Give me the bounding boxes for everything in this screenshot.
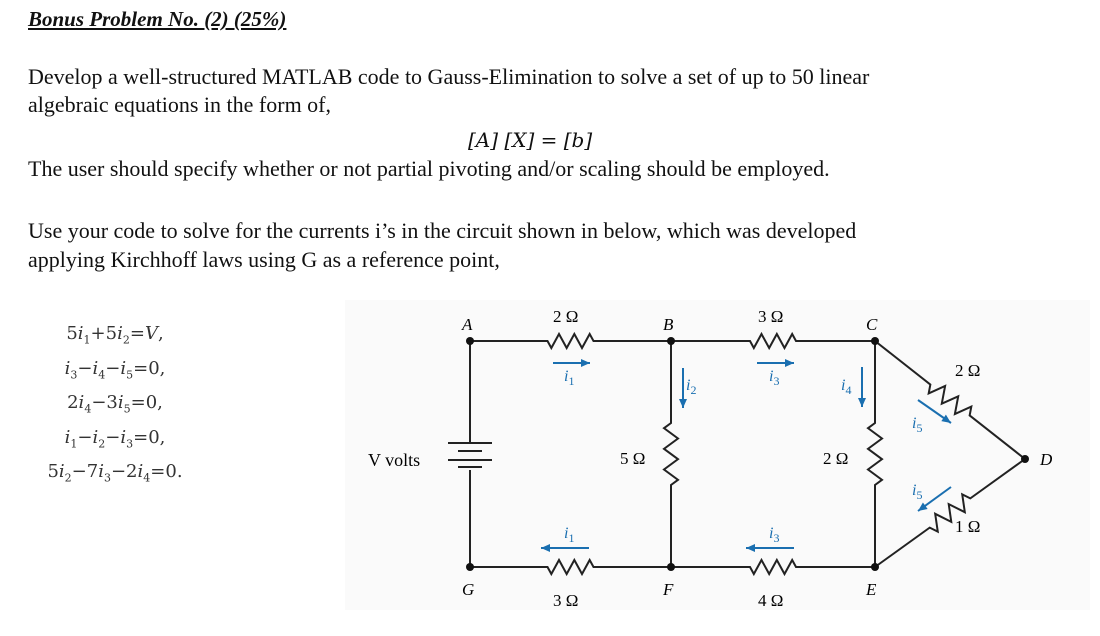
- paragraph-line: The user should specify whether or not partial pivoting and/or scaling should be employed.: [28, 156, 830, 181]
- resistor-label-ab: 2 Ω: [553, 307, 579, 326]
- current-label-i1: $i_1$: [564, 368, 575, 388]
- resistor-label-gf: 3 Ω: [553, 591, 579, 610]
- node-label-g: G: [462, 580, 475, 599]
- node-label-c: C: [866, 315, 878, 334]
- node-label-f: F: [663, 580, 674, 599]
- resistor-label-ce: 2 Ω: [823, 449, 849, 468]
- paragraph-line: Use your code to solve for the currents i’s in the circuit shown in below, which was developed: [28, 218, 857, 243]
- current-label-i1-lower: $i_1$: [564, 525, 575, 545]
- node-dot: [667, 563, 675, 571]
- node-dot: [667, 337, 675, 345]
- resistor-label-de: 1 Ω: [955, 517, 981, 536]
- resistor-label-fe: 4 Ω: [758, 591, 784, 610]
- voltage-source-label: V volts: [368, 450, 421, 470]
- node-dot: [1021, 455, 1029, 463]
- node-label-a: A: [462, 315, 473, 334]
- resistor-label-cd: 2 Ω: [955, 361, 981, 380]
- paragraph-line: Develop a well-structured MATLAB code to Gauss-Elimination to solve a set of up to 50 linear: [28, 64, 870, 89]
- current-label-i3: $i_3$: [769, 368, 780, 388]
- node-dot: [871, 337, 879, 345]
- node-label-e: E: [866, 580, 877, 599]
- node-label-d: D: [1040, 450, 1053, 469]
- circuit-background: [345, 300, 1090, 610]
- paragraph-line: algebraic equations in the form of,: [28, 92, 332, 117]
- equation-text: $i_1-i_2-i_3=0$,: [64, 426, 166, 451]
- node-dot: [466, 337, 474, 345]
- paragraph-line: applying Kirchhoff laws using G as a reference point,: [28, 247, 500, 272]
- resistor-label-bc: 3 Ω: [758, 307, 784, 326]
- current-label-i4: $i_4$: [841, 377, 852, 397]
- current-label-i5-lower: $i_5$: [912, 482, 923, 502]
- node-dot: [871, 563, 879, 571]
- equation-text: $5i_1+5i_2=V$,: [66, 323, 164, 347]
- equation-text: $2i_4-3i_5=0$,: [67, 392, 163, 416]
- current-label-i3-lower: $i_3$: [769, 525, 780, 545]
- equation-text: $i_3-i_4-i_5=0$,: [64, 357, 166, 382]
- resistor-label-bf: 5 Ω: [620, 449, 646, 468]
- node-dot: [466, 563, 474, 571]
- node-label-b: B: [663, 315, 674, 334]
- matrix-equation: [A] [X] = [b]: [468, 128, 593, 152]
- equation-text: $5i_2-7i_3-2i_4=0$.: [47, 461, 183, 485]
- current-label-i5: $i_5$: [912, 415, 923, 435]
- problem-title: Bonus Problem No. (2) (25%): [28, 7, 287, 31]
- current-label-i2: $i_2$: [686, 377, 697, 397]
